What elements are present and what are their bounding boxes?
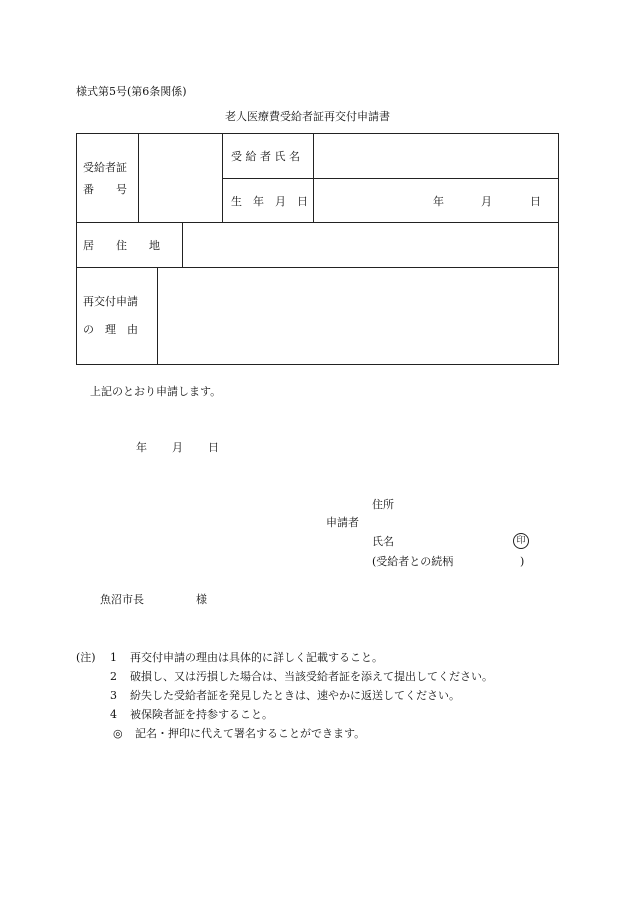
note-text: 再交付申請の理由は具体的に詳しく記載すること。 [130, 651, 383, 664]
addressee: 魚沼市長 [100, 593, 144, 606]
birth-date-label: 生 年 月 日 [231, 195, 308, 208]
note-number: 1 [110, 651, 117, 664]
honorific: 様 [196, 593, 207, 606]
note-text: 紛失した受給者証を発見したときは、速やかに返送してください。 [130, 689, 460, 702]
recipient-name-label: 受 給 者 氏 名 [231, 150, 300, 163]
note-text: 破損し、又は汚損した場合は、当該受給者証を添えて提出してください。 [130, 670, 493, 683]
note-text: 被保険者証を持参すること。 [130, 708, 273, 721]
relation-label-open: (受給者との続柄 [372, 555, 454, 568]
applicant-name-label: 氏名 [372, 535, 394, 548]
applicant-address-label: 住所 [372, 498, 394, 511]
notes-prefix: (注) [76, 651, 96, 664]
statement-text: 上記のとおり申請します。 [90, 385, 222, 398]
note-number: ◎ [113, 727, 123, 740]
cert-number-label-line2: 番 号 [83, 183, 127, 196]
document-title: 老人医療費受給者証再交付申請書 [225, 110, 390, 123]
relation-label-close: ) [520, 555, 525, 568]
date-year-unit: 年 [136, 441, 147, 454]
reason-label-line2: の 理 由 [83, 323, 138, 336]
birth-month-unit: 月 [481, 195, 492, 208]
reason-field[interactable] [158, 268, 558, 364]
form-number: 様式第5号(第6条関係) [76, 85, 187, 98]
cert-number-field[interactable] [139, 134, 222, 222]
cert-number-label-line1: 受給者証 [83, 161, 127, 174]
address-label: 居 住 地 [83, 239, 160, 252]
birth-day-unit: 日 [530, 195, 541, 208]
note-text: 記名・押印に代えて署名することができます。 [135, 727, 366, 740]
birth-date-field[interactable] [314, 179, 558, 222]
address-field[interactable] [183, 223, 558, 267]
seal-mark: 印 [513, 533, 529, 549]
date-day-unit: 日 [208, 441, 219, 454]
application-form-table [76, 133, 559, 365]
cert-value-divider [222, 134, 223, 222]
applicant-label: 申請者 [326, 516, 359, 529]
birth-year-unit: 年 [433, 195, 444, 208]
date-month-unit: 月 [172, 441, 183, 454]
note-number: 4 [110, 708, 117, 721]
reason-label-line1: 再交付申請 [83, 295, 138, 308]
note-number: 3 [110, 689, 117, 702]
recipient-name-field[interactable] [314, 134, 558, 178]
note-number: 2 [110, 670, 117, 683]
